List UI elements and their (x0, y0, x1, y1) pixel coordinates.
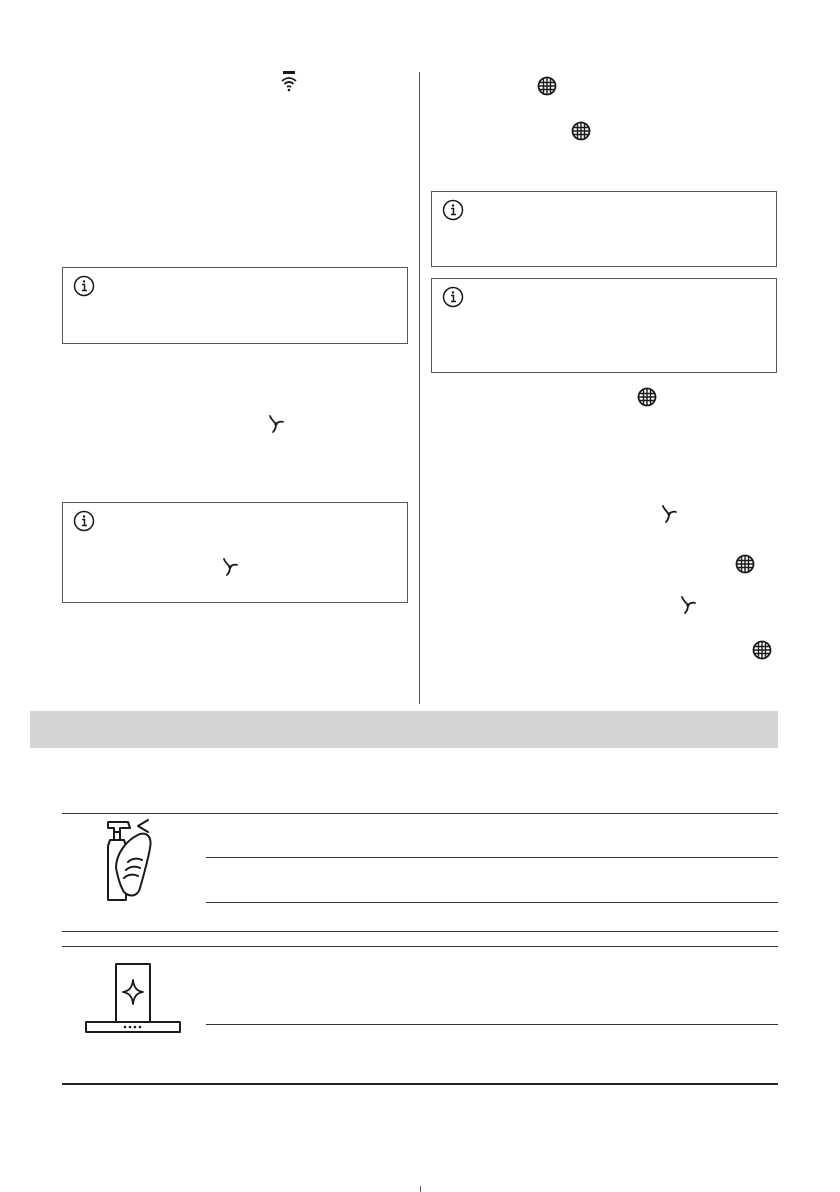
grid-filter-icon (537, 76, 557, 96)
hood-clean-icon (84, 962, 182, 1041)
column-divider (419, 72, 420, 704)
table-rule (62, 931, 778, 932)
table-rule (62, 1083, 778, 1085)
grid-filter-icon (637, 387, 657, 407)
info-box (62, 267, 408, 344)
spray-cleaning-icon (102, 818, 158, 909)
fan-icon (220, 556, 240, 578)
grid-filter-icon (735, 554, 755, 574)
wifi-icon (280, 70, 298, 94)
info-box (431, 191, 777, 267)
info-box (62, 502, 408, 603)
grid-filter-icon (752, 640, 772, 660)
table-rule (62, 946, 778, 947)
table-rule (206, 1024, 778, 1025)
fan-icon (266, 413, 286, 435)
table-rule (62, 813, 778, 814)
info-icon (442, 199, 464, 226)
fan-icon (659, 503, 679, 525)
info-box (431, 278, 777, 373)
info-icon (73, 510, 95, 537)
section-heading-band (30, 711, 778, 748)
grid-filter-icon (571, 121, 591, 141)
table-rule (206, 902, 778, 903)
page-edge-mark (420, 1186, 421, 1192)
fan-icon (678, 594, 698, 616)
info-icon (73, 275, 95, 302)
table-rule (206, 857, 778, 858)
info-icon (442, 286, 464, 313)
